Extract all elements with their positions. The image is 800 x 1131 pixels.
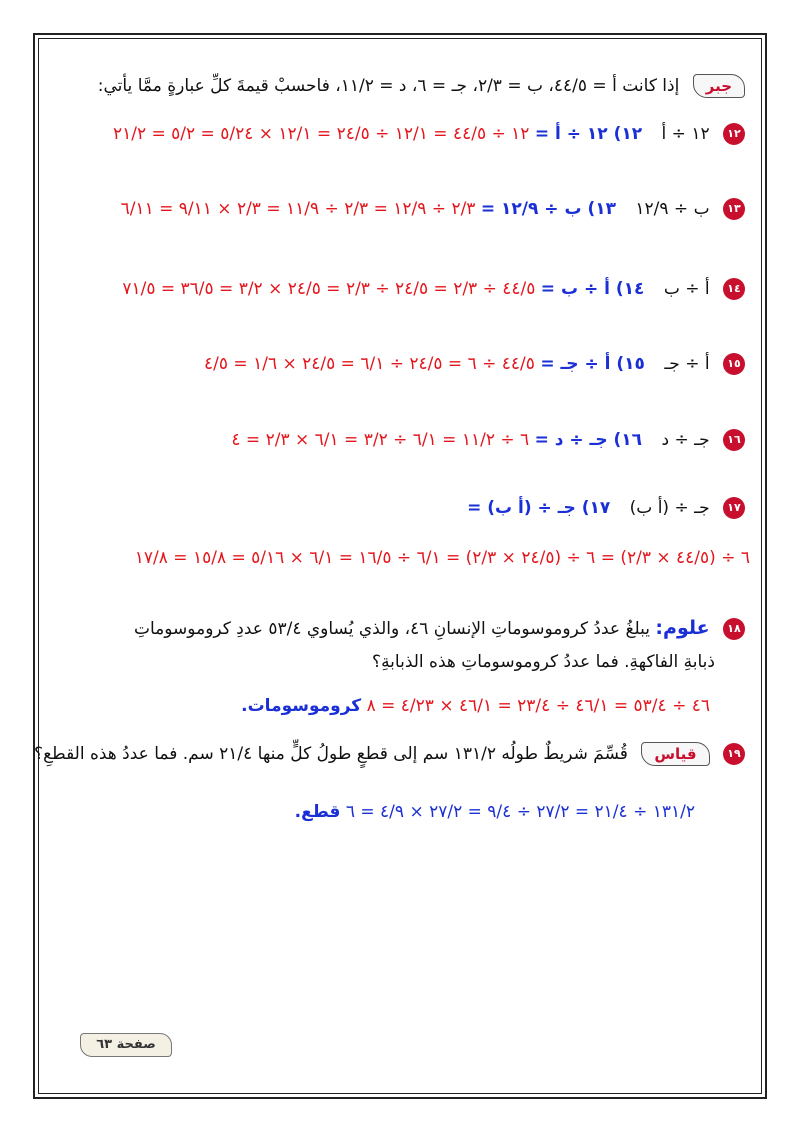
header-text: إذا كانت أ = ٤٤/٥، ب = ٢/٣، جـ = ٦، د = ١١/٢، فاحسبْ قيمةَ كلِّ عبارةٍ ممَّا يأتي: xyxy=(97,76,680,96)
problem-question: أ ÷ ب xyxy=(663,279,710,299)
problem-solution: ٤٤/٥ ÷ ٦ = ٢٤/٥ ÷ ٦/١ = ٢٤/٥ × ١/٦ = ٤/٥ xyxy=(204,354,535,374)
problem-number-badge: ١٥ xyxy=(723,353,745,375)
problem-19-solution-row xyxy=(295,800,695,824)
problem-number-badge: ١٤ xyxy=(723,278,745,300)
problem-label: ١٤) أ ÷ ب = xyxy=(540,279,645,299)
problem-number-badge: ١٣ xyxy=(723,198,745,220)
problem-number-badge: ١٩ xyxy=(723,743,745,765)
problem-solution: ١٢ ÷ ٤٤/٥ = ١٢/١ ÷ ٢٤/٥ = ١٢/١ × ٥/٢٤ = ٥/٢ = ٢١/٢ xyxy=(112,124,530,144)
problem-solution: ٦ ÷ (٤٤/٥ × ٢/٣) = ٦ ÷ (٢٤/٥ × ٢/٣) = ٦/١ ÷ ١٦/٥ = ٦/١ × ٥/١٦ = ١٥/٨ = ١٧/٨ xyxy=(134,548,750,568)
problem-14 xyxy=(122,277,745,301)
problem-text: قُسِّمَ شريطٌ طولُه ١٣١/٢ سم إلى قطعٍ طولُ كلٍّ منها ٢١/٤ سم. فما عددُ هذه القطعِ؟ xyxy=(34,744,628,764)
problem-label: ١٦) جـ ÷ د = xyxy=(534,430,643,450)
problem-19 xyxy=(34,742,745,766)
problem-13 xyxy=(121,197,745,221)
problem-16 xyxy=(231,428,745,452)
problem-solution: ٤٦ ÷ ٥٣/٤ = ٤٦/١ ÷ ٢٣/٤ = ٤٦/١ × ٤/٢٣ = ٨ xyxy=(366,696,710,716)
problem-text-line2: ذبابةِ الفاكهةِ. فما عددُ كروموسوماتِ هذه الذبابةِ؟ xyxy=(372,652,715,672)
problem-label: ١٧) جـ ÷ (أ ب) = xyxy=(467,498,611,518)
problem-solution: ٢/٣ ÷ ١٢/٩ = ٢/٣ ÷ ١١/٩ = ٢/٣ × ٩/١١ = ٦/١١ xyxy=(120,199,476,219)
problem-number-badge: ١٢ xyxy=(723,123,745,145)
problem-number-badge: ١٧ xyxy=(723,497,745,519)
answer-word: قطع. xyxy=(294,802,341,822)
problem-number-badge: ١٨ xyxy=(723,618,745,640)
page-number-badge: صفحة ٦٣ xyxy=(80,1033,172,1057)
problem-18 xyxy=(134,616,745,641)
problem-12 xyxy=(113,122,745,146)
problem-label: ١٣) ب ÷ ١٢/٩ = xyxy=(480,199,616,219)
problem-label: ١٥) أ ÷ جـ = xyxy=(540,354,645,374)
science-title: علوم: xyxy=(655,617,710,639)
problem-18-line2 xyxy=(372,650,715,674)
problem-question: ١٢ ÷ أ xyxy=(661,124,710,144)
problem-number-badge: ١٦ xyxy=(723,429,745,451)
problem-label: ١٢) ١٢ ÷ أ = xyxy=(534,124,643,144)
problem-solution: ٦ ÷ ١١/٢ = ٦/١ ÷ ٣/٢ = ٦/١ × ٢/٣ = ٤ xyxy=(231,430,530,450)
header-row xyxy=(98,74,745,98)
problem-solution: ٤٤/٥ ÷ ٢/٣ = ٢٤/٥ ÷ ٢/٣ = ٢٤/٥ × ٣/٢ = ٣٦/٥ = ٧١/٥ xyxy=(122,279,536,299)
answer-word: كروموسومات. xyxy=(241,696,362,716)
algebra-tag: جبر xyxy=(693,74,745,98)
problem-15 xyxy=(204,352,745,376)
problem-question: جـ ÷ (أ ب) xyxy=(629,498,710,518)
problem-question: أ ÷ جـ xyxy=(664,354,710,374)
problem-17 xyxy=(467,496,745,520)
problem-18-solution-row xyxy=(241,694,710,718)
problem-question: ب ÷ ١٢/٩ xyxy=(635,199,710,219)
measurement-tag: قياس xyxy=(641,742,709,766)
problem-text-line1: يبلغُ عددُ كروموسوماتِ الإنسانِ ٤٦، والذي يُساوي ٥٣/٤ عددِ كروموسوماتِ xyxy=(133,619,651,639)
problem-question: جـ ÷ د xyxy=(661,430,710,450)
problem-17-solution-row xyxy=(135,546,750,570)
problem-solution: ١٣١/٢ ÷ ٢١/٤ = ٢٧/٢ ÷ ٩/٤ = ٢٧/٢ × ٤/٩ = ٦ xyxy=(345,802,695,822)
